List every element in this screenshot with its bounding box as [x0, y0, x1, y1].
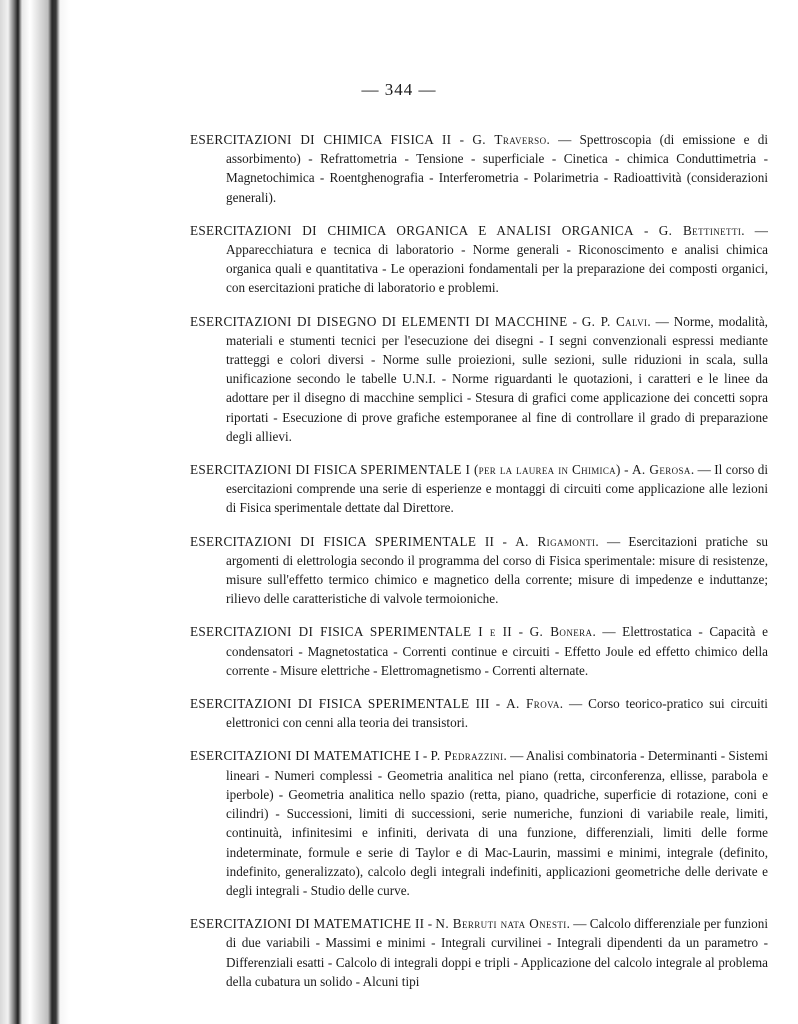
- entry-author: A. Frova: [506, 696, 560, 712]
- entry-author: G. P. Calvi: [581, 313, 648, 329]
- entry-matematiche-ii: ESERCITAZIONI DI MATEMATICHE II - N. Berruti nata Onesti. — Calcolo differenziale per funzioni di due variabili - Massimi e minimi - Integrali curvilinei - Integrali dipendenti da un parametro - Differenziali esatti - Calcolo di integrali doppi e tripli - Applicazione del calcolo integrale al problema della cubatura un solido - Alcuni tipi: [190, 916, 768, 989]
- entry-chimica-organica: ESERCITAZIONI DI CHIMICA ORGANICA E ANALISI ORGANICA - G. Bettinetti. — Apparecchiatura e tecnica di laboratorio - Norme generali - Riconoscimento e analisi chimica organica quali e quantitativa - Le operazioni fondamentali per la preparazione dei composti organici, con esercitazioni pratiche di laboratorio e problemi.: [190, 222, 768, 296]
- page-number: — 344 —: [361, 80, 437, 99]
- entry-author: A. Rigamonti: [515, 533, 596, 549]
- entry-author: G. Bonera: [529, 624, 593, 640]
- entry-author: G. Bettinetti: [658, 222, 742, 238]
- entry-body: Elettrostatica - Capacità e condensatori - Magnetostatica - Correnti continue e circuiti - Effetto Joule ed effetto chimico della corrente - Misure elettriche - Elettromagnetismo - Correnti alternate.: [226, 624, 768, 678]
- entry-body: Analisi combinatoria - Determinanti - Sistemi lineari - Numeri complessi - Geometria analitica nel piano (retta, circonferenza, ellisse, parabola e iperbole) - Geometria analitica nello spazio (retta, piano, quadriche, superficie di rotazione, coni e cilindri) - Successioni, limiti di successioni, serie numeriche, funzioni di variabile reale, limiti, continuità, infinitesimi e infiniti, derivata di una funzione, differenziali, limiti delle forme indeterminate, formule e serie di Taylor e di Mac-Laurin, massimi e minimi, integrale (definito, indefinito, generalizzato), calcolo degli integrali indefiniti, applicazioni geometriche delle derivate e degli integrali - Studio delle curve.: [226, 748, 768, 898]
- entry-matematiche-i: ESERCITAZIONI DI MATEMATICHE I - P. Pedrazzini. — Analisi combinatoria - Determinanti - Sistemi lineari - Numeri complessi - Geometria analitica nel piano (retta, circonferenza, ellisse, parabola e iperbole) - Geometria analitica nello spazio (retta, piano, quadriche, superficie di rotazione, coni e cilindri) - Successioni, limiti di successioni, serie numeriche, funzioni di variabile reale, limiti, continuità, infinitesimi e infiniti, derivata di una funzione, differenziali, limiti delle forme indeterminate, formule e serie di Taylor e di Mac-Laurin, massimi e minimi, integrale (definito, indefinito, generalizzato), calcolo degli integrali indefiniti, applicazioni geometriche delle derivate e degli integrali - Studio delle curve.: [190, 748, 768, 898]
- entry-body: Norme, modalità, materiali e stumenti tecnici per l'esecuzione dei disegni - I segni convenzionali espressi mediante tratteggi e colori diversi - Norme sulle proiezioni, sulle sezioni, sulle riduzioni in scala, sulla unificazione secondo le tabelle U.N.I. - Norme riguardanti le quotazioni, i caratteri e le linee da adottare per il disegno di macchine semplici - Stesura di grafici come applicazione dei concetti sopra riportati - Esecuzione di prove grafiche estemporanee al fine di controllare il grado di preparazione degli allievi.: [226, 313, 768, 444]
- entry-title: ESERCITAZIONI DI FISICA SPERIMENTALE II: [190, 533, 495, 549]
- entry-author: G. Traverso: [472, 132, 547, 147]
- entry-author: N. Berruti nata Onesti: [435, 916, 567, 932]
- page-content: [190, 130, 768, 1005]
- entry-body: Apparecchiatura e tecnica di laboratorio - Norme generali - Riconoscimento e analisi chimica organica quali e quantitativa - Le operazioni fondamentali per la preparazione dei composti organici, con esercitazioni pratiche di laboratorio e problemi.: [226, 242, 768, 296]
- entry-chimica-fisica-ii: ESERCITAZIONI DI CHIMICA FISICA II - G. Traverso. — Spettroscopia (di emissione e di assorbimento) - Refrattometria - Tensione - superficiale - Cinetica - chimica Conduttimetria - Magnetochimica - Roentghenografia - Interferometria - Polarimetria - Radioattività (considerazioni generali).: [190, 132, 768, 205]
- entry-title: ESERCITAZIONI DI MATEMATICHE II: [190, 916, 425, 932]
- entry-title: ESERCITAZIONI DI FISICA SPERIMENTALE I (per la laurea in Chimica): [190, 462, 621, 478]
- entry-fisica-sperimentale-i-ii: ESERCITAZIONI DI FISICA SPERIMENTALE I e II - G. Bonera. — Elettrostatica - Capacità e condensatori - Magnetostatica - Correnti continue e circuiti - Effetto Joule ed effetto chimico della corrente - Misure elettriche - Elettromagnetismo - Correnti alternate.: [190, 624, 768, 678]
- entry-body: Corso teorico-pratico sui circuiti elettronici con cenni alla teoria dei transistori.: [226, 696, 768, 731]
- entry-fisica-sperimentale-ii: ESERCITAZIONI DI FISICA SPERIMENTALE II - A. Rigamonti. — Esercitazioni pratiche su argomenti di elettrologia secondo il programma del corso di Fisica sperimentale: misure di resistenze, misure sull'effetto termico chimico e magnetico della corrente; misure di impedenze e induttanze; rilievo delle caratteristiche di valvole termoioniche.: [190, 533, 768, 607]
- entry-title: ESERCITAZIONI DI MATEMATICHE I: [190, 748, 420, 764]
- entry-disegno-macchine: ESERCITAZIONI DI DISEGNO DI ELEMENTI DI MACCHINE - G. P. Calvi. — Norme, modalità, materiali e stumenti tecnici per l'esecuzione dei disegni - I segni convenzionali espressi mediante tratteggi e colori diversi - Norme sulle proiezioni, sulle sezioni, sulle riduzioni in scala, sulla unificazione secondo le tabelle U.N.I. - Norme riguardanti le quotazioni, i caratteri e le linee da adottare per il disegno di macchine semplici - Stesura di grafici come applicazione dei concetti sopra riportati - Esecuzione di prove grafiche estemporanee al fine di controllare il grado di preparazione degli allievi.: [190, 313, 768, 444]
- entry-title: ESERCITAZIONI DI CHIMICA FISICA II: [190, 132, 452, 147]
- entry-body: Il corso di esercitazioni comprende una serie di esperienze e montaggi di circuiti come applicazione alle lezioni di Fisica sperimentale dettate dal Direttore.: [226, 462, 769, 516]
- book-binding-edge: [0, 0, 70, 1024]
- entry-fisica-sperimentale-i: ESERCITAZIONI DI FISICA SPERIMENTALE I (per la laurea in Chimica) - A. Gerosa. — Il corso di esercitazioni comprende una serie di esperienze e montaggi di circuiti come applicazione alle lezioni di Fisica sperimentale dettate dal Direttore.: [190, 462, 769, 516]
- entry-title: ESERCITAZIONI DI FISICA SPERIMENTALE III: [190, 696, 490, 712]
- entry-title: ESERCITAZIONI DI FISICA SPERIMENTALE I e II: [190, 624, 512, 640]
- entry-title: ESERCITAZIONI DI CHIMICA ORGANICA E ANALISI ORGANICA: [190, 222, 634, 238]
- entry-body: Esercitazioni pratiche su argomenti di elettrologia secondo il programma del corso di Fisica sperimentale: misure di resistenze, misure sull'effetto termico chimico e magnetico della corrente; misure di impedenze e induttanze; rilievo delle caratteristiche di valvole termoioniche.: [226, 533, 768, 607]
- entry-fisica-sperimentale-iii: ESERCITAZIONI DI FISICA SPERIMENTALE III - A. Frova. — Corso teorico-pratico sui circuiti elettronici con cenni alla teoria dei transistori.: [190, 696, 768, 731]
- entry-body: Spettroscopia (di emissione e di assorbimento) - Refrattometria - Tensione - superficiale - Cinetica - chimica Conduttimetria - Magnetochimica - Roentghenografia - Interferometria - Polarimetria - Radioattività (considerazioni generali).: [226, 132, 768, 205]
- entry-author: P. Pedrazzini: [430, 748, 504, 764]
- entry-body: Calcolo differenziale per funzioni di due variabili - Massimi e minimi - Integrali curvilinei - Integrali dipendenti da un parametro - Differenziali esatti - Calcolo di integrali doppi e tripli - Applicazione del calcolo integrale al problema della cubatura un solido - Alcuni tipi: [226, 916, 768, 989]
- entry-author: A. Gerosa: [631, 462, 691, 478]
- entry-title: ESERCITAZIONI DI DISEGNO DI ELEMENTI DI MACCHINE: [190, 313, 568, 329]
